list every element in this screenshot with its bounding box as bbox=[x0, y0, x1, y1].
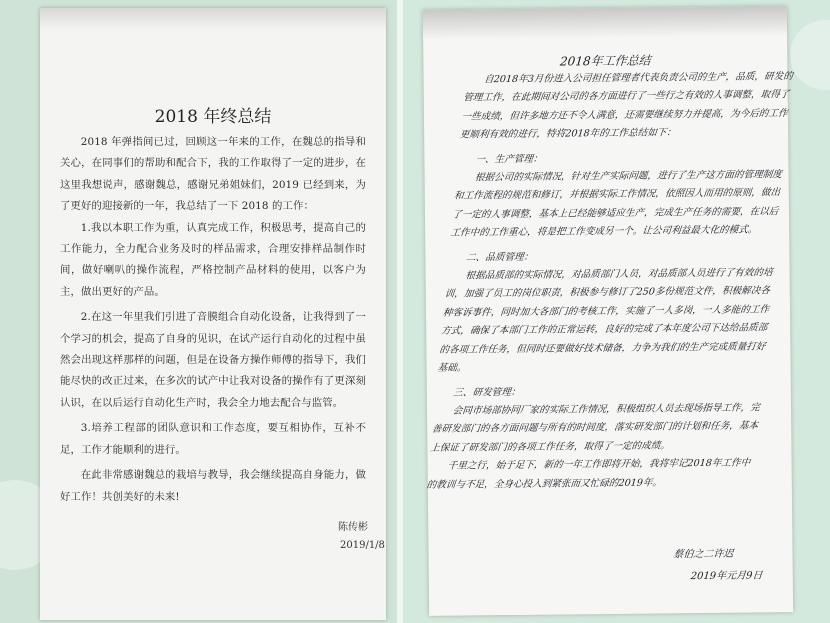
photo-divider bbox=[397, 0, 403, 623]
paragraph: 1.我以本职工作为重，认真完成工作，积极思考，提高自己的工作能力，全力配合业务及时的样品需求，合理安排样品制作时间，做好喇叭的操作流程，严格控制产品材料的使用，以客户为主，做出更好的产品。 bbox=[60, 221, 366, 298]
printed-summary-page bbox=[40, 8, 386, 620]
paper-shadow bbox=[423, 6, 787, 40]
paper-shadow bbox=[40, 8, 386, 30]
paragraph: 根据品质部的实际情况，对品质部门人员，对品质部人员进行了有效的培训，加强了员工的岗位职责，积极参与修订了250多份规范文件，积极解决各种客诉事件，同时加大各部门的考核工作，实施了一人多岗，一人多能的工作方式，确保了本部门工作的正常运转，良好的完成了本年度公司下达给品质部的各项工作任务，但同时还要做好技术储备，力争为我们的生产完成质量打好基础。 bbox=[437, 267, 774, 374]
paragraph: 根据公司的实际情况，针对生产实际问题，进行了生产这方面的管理制度和工作流程的规范和修订，并根据实际工作情况，依照因人而用的原则，做出了一定的人事调整，基本上已经能够适应生产，完成生产任务的需要，在以后工作中的工作重心，将是把工作变成另一个。让公司利益最大化的模式。 bbox=[449, 169, 783, 239]
paragraph: 2.在这一年里我们引进了音膜组合自动化设备，让我得到了一个学习的机会，提高了自身的见识，在试产运行自动化的过程中虽然会出现这样那样的问题，但是在设备方操作师傅的指导下，我们能尽快的改正过来，在多次的试产中让我对设备的操作有了更深刻认识，在以后运行自动化生产时，我会全力地去配合与监管。 bbox=[60, 311, 366, 409]
paragraph: 在此非常感谢魏总的栽培与教导，我会继续提高自身能力，做好工作！共创美好的未来! bbox=[60, 469, 366, 503]
section-heading: 一、生产管理： bbox=[474, 153, 544, 166]
paragraph: 3.培养工程部的团队意识和工作态度，要互相协作，互补不足，工作才能顺利的进行。 bbox=[60, 422, 366, 456]
handwritten-summary-page bbox=[423, 6, 793, 616]
section-heading: 二、品质管理： bbox=[465, 251, 534, 264]
date: 2019/1/8 bbox=[340, 540, 385, 551]
paragraph: 会同市场部协同厂家的实际工作情况，积极组织人员去现场指导工作，完善研发部门的各方面问题与所有的时间度，落实研发部门的计划和任务，基本上保证了研发部门的各项工作任务，取得了一定的成绩。 bbox=[429, 402, 761, 454]
signature: 陈传彬 bbox=[338, 522, 368, 533]
paragraph: 2018 年弹指间已过，回顾这一年来的工作，在魏总的指导和关心，在同事们的帮助和配合下，我的工作取得了一定的进步，在这里我想说声，感谢魏总，感谢兄弟姐妹们，2019 已经到来，为了更好的迎接新的一年，我总结了一下 2018 的工作： bbox=[60, 136, 366, 213]
page-title: 2018 年终总结 bbox=[154, 107, 272, 127]
summary-body bbox=[60, 132, 366, 508]
paragraph: 千里之行，始于足下，新的一年工作即将开始，我将牢记2018年工作中的教训与不足，全身心投入到紧张而又忙碌的2019年。 bbox=[426, 457, 751, 491]
date: 2019年元月9日 bbox=[690, 570, 763, 583]
section-heading: 三、研发管理： bbox=[452, 386, 522, 399]
paragraph: 自2018年3月份进入公司担任管理者代表负责公司的生产，品质，研发的管理工作，在此期间对公司的各方面进行了一些行之有效的人事调整，取得了一些成绩，但许多地方还不令人满意，还需要继续努力并提高，为今后的工作更顺利有效的进行，特将2018年的工作总结如下： bbox=[459, 71, 794, 141]
summary-body bbox=[426, 68, 794, 495]
signature: 蔡伯之二许迟 bbox=[672, 548, 734, 561]
page-title: 2018年工作总结 bbox=[559, 53, 652, 69]
